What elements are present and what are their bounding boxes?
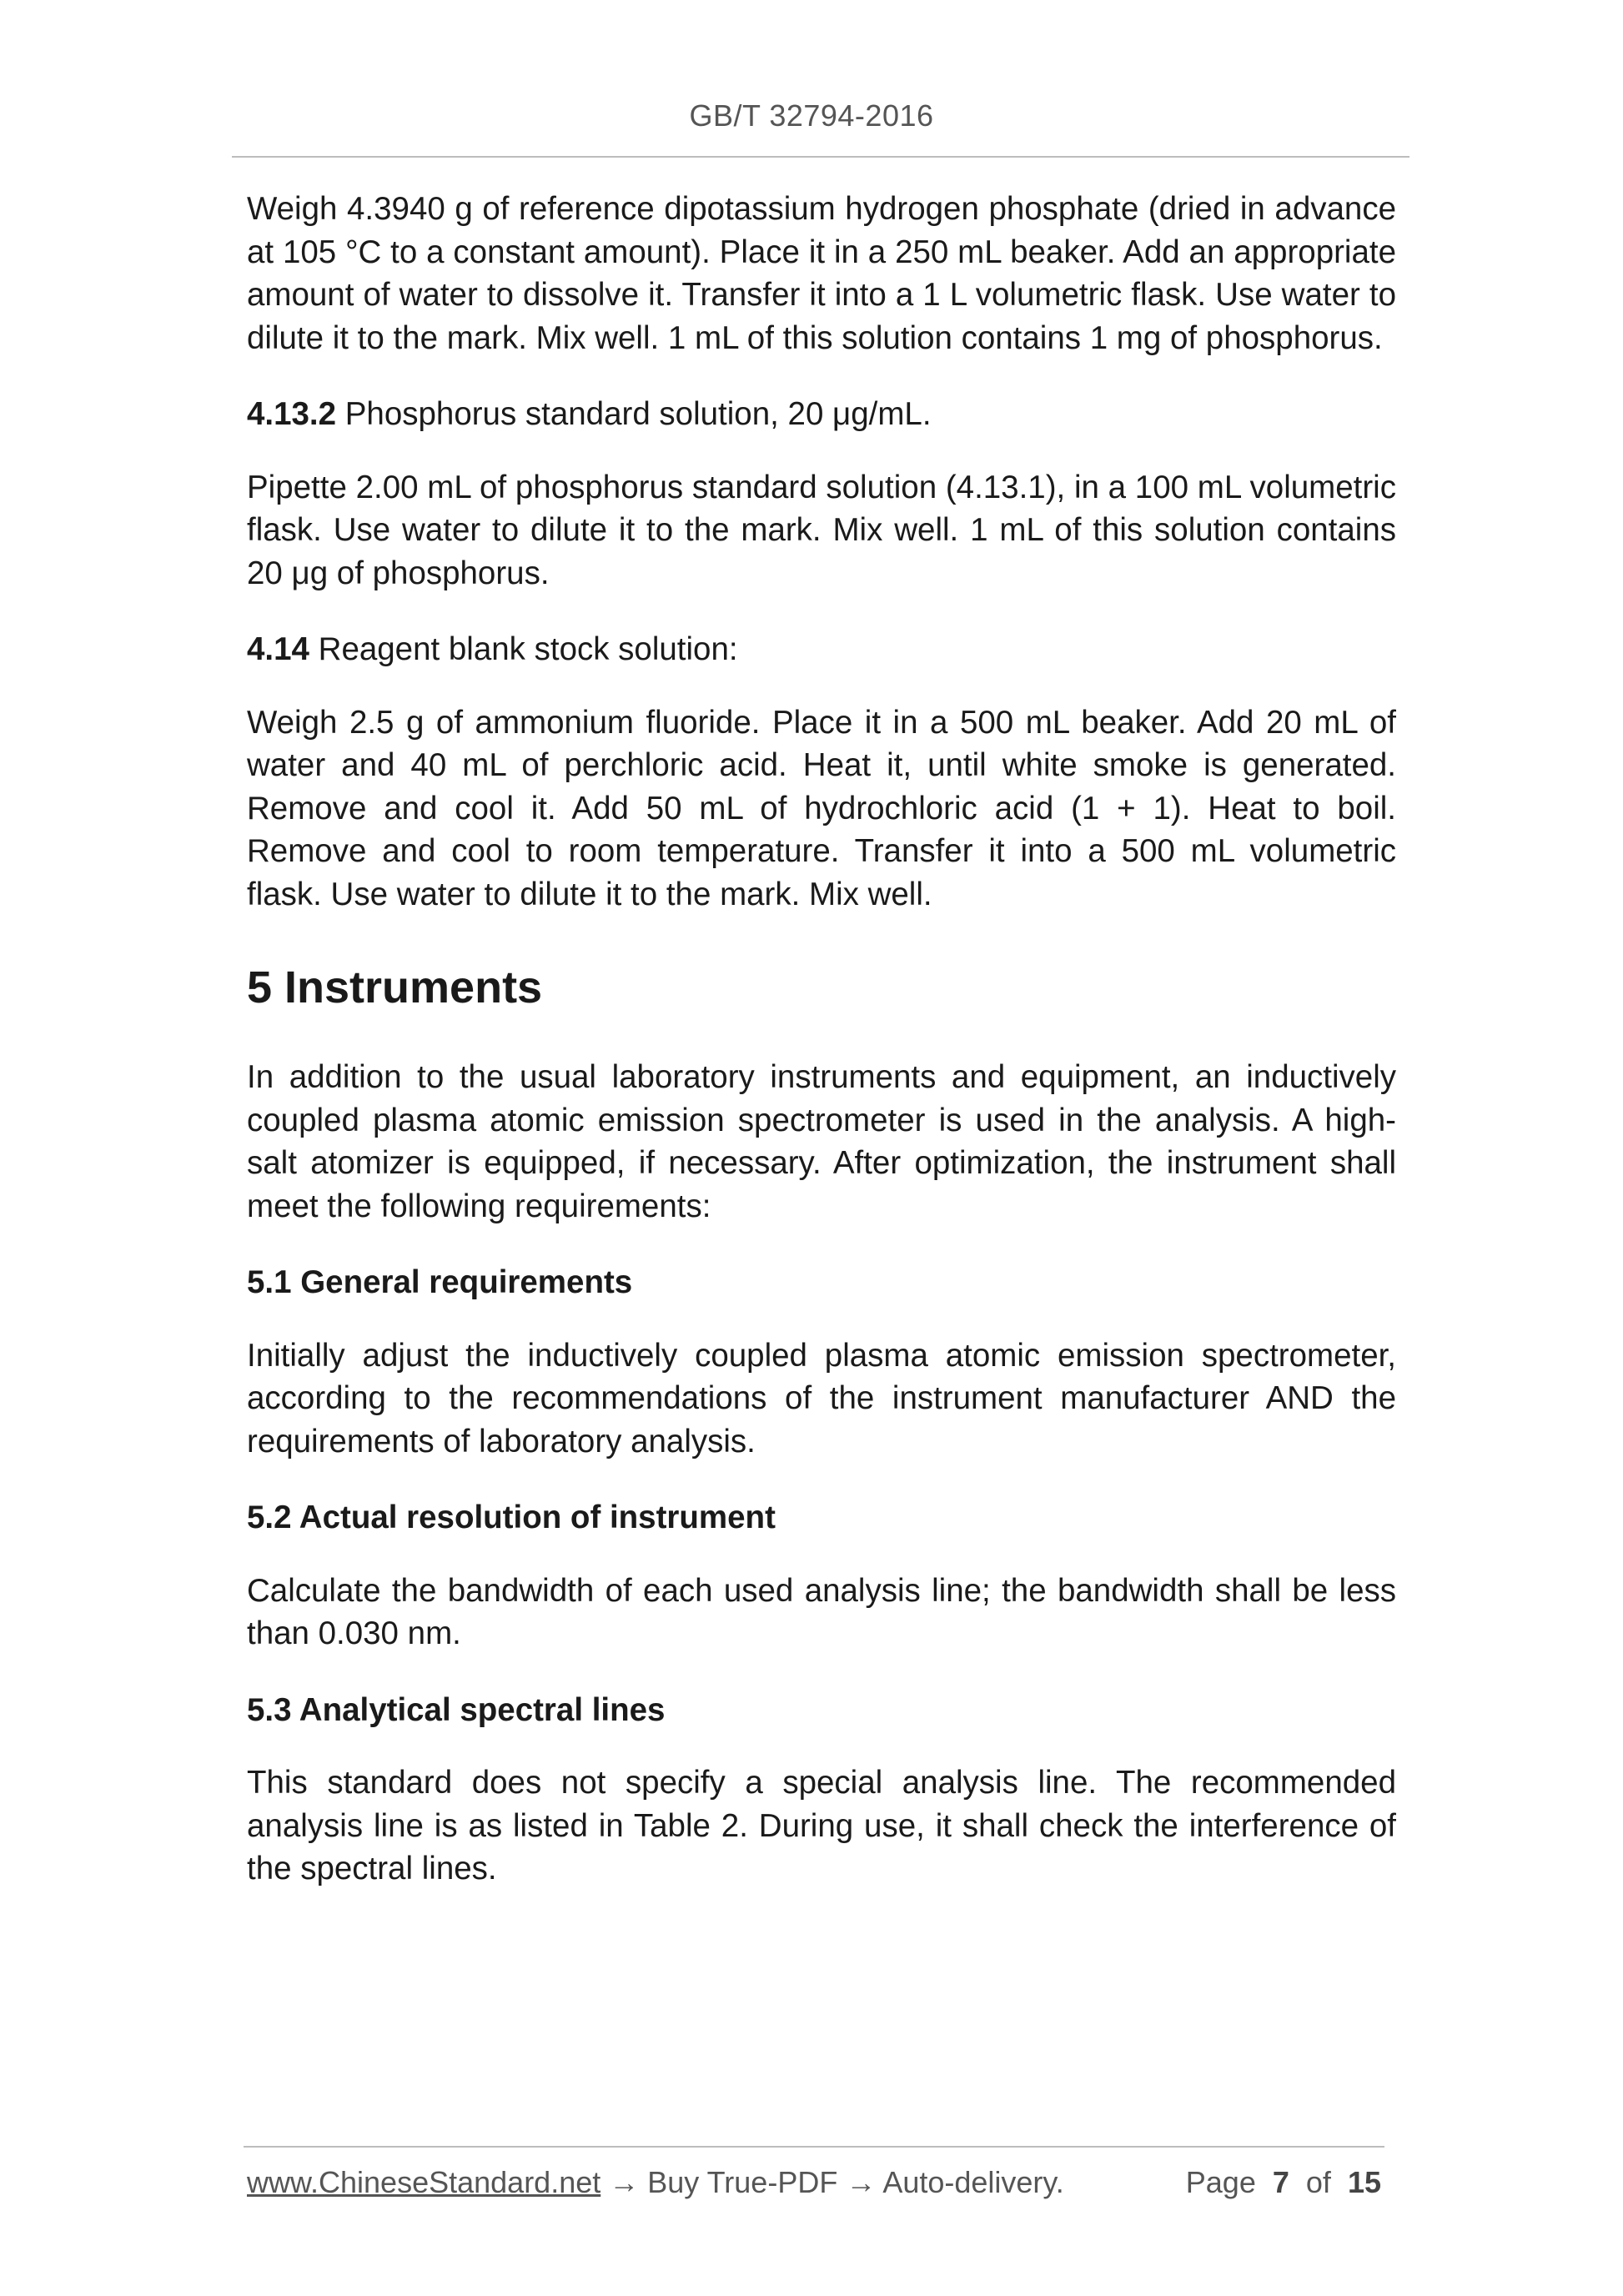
clause-number: 4.13.2 xyxy=(247,396,337,432)
page-total: 15 xyxy=(1347,2165,1381,2199)
clause-4-13-2 xyxy=(247,393,1396,436)
paragraph-resolution: Calculate the bandwidth of each used analysis line; the bandwidth shall be less than 0.030 nm. xyxy=(247,1572,1396,1651)
clause-title: Reagent blank stock solution: xyxy=(309,631,738,667)
website-link[interactable]: www.ChineseStandard.net xyxy=(247,2165,601,2199)
paragraph-spectral-lines: This standard does not specify a special analysis line. The recommended analysis line is as listed in Table 2. During use, it shall check the interference of the spectral lines. xyxy=(247,1765,1396,1887)
clause-number: 4.14 xyxy=(247,631,309,667)
footer-divider xyxy=(244,2146,1384,2148)
paragraph-instruments-intro: In addition to the usual laboratory instruments and equipment, an inductively coupled plasma atomic emission spectrometer is used in the analysis. A high-salt atomizer is equipped, if necessary. After optimization, the instrument shall meet the following requirements: xyxy=(247,1059,1396,1224)
subsection-heading-spectral-lines: 5.3 Analytical spectral lines xyxy=(247,1691,666,1728)
clause-title: Phosphorus standard solution, 20 μg/mL. xyxy=(336,396,932,432)
section-heading-instruments: 5 Instruments xyxy=(247,962,543,1012)
paragraph-reagent-blank: Weigh 2.5 g of ammonium fluoride. Place it in a 500 mL beaker. Add 20 mL of water and 40 mL of perchloric acid. Heat it, until white smoke is generated. Remove and cool it. Add 50 mL of hydrochloric acid (1 + 1). Heat to boil. Remove and cool to room temperature. Transfer it into a 500 mL volumetric flask. Use water to dilute it to the mark. Mix well. xyxy=(247,704,1396,912)
paragraph-general-requirements: Initially adjust the inductively coupled plasma atomic emission spectrometer, according to the recommendations of the instrument manufacturer AND the requirements of laboratory analysis. xyxy=(247,1337,1396,1459)
clause-4-14 xyxy=(247,628,1396,671)
page-number xyxy=(1186,2165,1381,2200)
footer-promo-text: → Buy True-PDF → Auto-delivery. xyxy=(600,2165,1064,2199)
page-label: Page xyxy=(1185,2165,1256,2199)
subsection-heading-general: 5.1 General requirements xyxy=(247,1264,633,1300)
page-current: 7 xyxy=(1272,2165,1289,2199)
paragraph-phosphorus-standard: Pipette 2.00 mL of phosphorus standard solution (4.13.1), in a 100 mL volumetric flask. Use water to dilute it to the mark. Mix well. 1 mL of this solution contains 20 μg of phosphorus. xyxy=(247,469,1396,591)
header-divider xyxy=(232,156,1409,158)
subsection-heading-resolution: 5.2 Actual resolution of instrument xyxy=(247,1500,776,1535)
paragraph-phosphorus-stock: Weigh 4.3940 g of reference dipotassium hydrogen phosphate (dried in advance at 105 °C to a constant amount). Place it in a 250 mL beaker. Add an appropriate amount of water to dissolve it. Transfer it into a 1 L volumetric flask. Use water to dilute it to the mark. Mix well. 1 mL of this solution contains 1 mg of phosphorus. xyxy=(247,191,1396,356)
page-header: GB/T 32794-2016 xyxy=(689,98,934,133)
of-label: of xyxy=(1305,2165,1331,2199)
page-content xyxy=(247,188,1396,1924)
footer-promo xyxy=(247,2165,1064,2200)
